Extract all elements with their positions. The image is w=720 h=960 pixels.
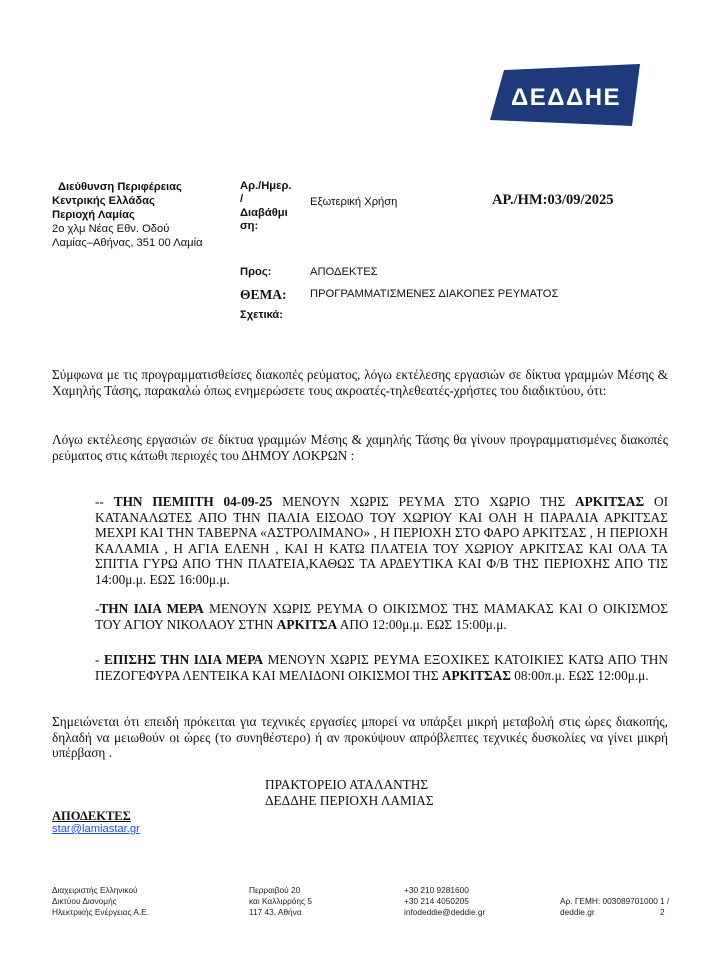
recipients-email-link[interactable]: star@lamiastar.gr bbox=[52, 823, 140, 835]
footer-company-line2: Δικτύου Διανομής bbox=[52, 896, 117, 906]
item2-prefix: - bbox=[95, 601, 100, 616]
page-number-line2: 2 bbox=[660, 907, 665, 917]
outage-item-3 bbox=[95, 652, 668, 683]
sender-block bbox=[52, 180, 237, 250]
item1-text-b: ΟΙ ΚΑΤΑΝΑΛΩΤΕΣ ΑΠΟ ΤΗΝ ΠΑΛΙΑ ΕΙΣΟΔΟ ΤΟΥ ΧΩΡΙΟΥ ΚΑΙ ΟΛΗ Η ΠΑΡΑΛΙΑ ΑΡΚΙΤΣΑΣ ΜΕΧΡΙ ΚΑΙ ΤΗΝ ΤΑΒΕΡΝΑ «ΑΣΤΡΟΛΙΜΑΝΟ» , Η ΠΕΡΙΟΧΗ ΣΤΟ ΦΑΡΟ ΑΡΚΙΤΣΑΣ , Η ΠΕΡΙΟΧΗ ΚΑΛΑΜΙΑ , Η ΑΓΙΑ ΕΛΕΝΗ , ΚΑΙ Η ΚΑΤΩ ΠΛΑΤΕΙΑ ΤΟΥ ΧΩΡΙΟΥ ΑΡΚΙΤΣΑΣ ΚΑΙ ΟΛΑ ΤΑ ΣΠΙΤΙΑ ΓΥΡΩ ΑΠΟ ΤΗΝ ΠΛΑΤΕΙΑ,ΚΑΘΩΣ ΤΑ ΑΡΔΕΥΤΙΚΑ ΚΑΙ Φ/Β ΤΗΣ ΠΕΡΙΟΧΗΣ ΑΠΟ ΤΙΣ 14:00μ.μ. ΕΩΣ 16:00μ.μ. bbox=[95, 494, 669, 587]
footer-address-line2: και Καλλιρρόης 5 bbox=[249, 896, 312, 906]
item2-text-b: ΑΠΟ 12:00μ.μ. ΕΩΣ 15:00μ.μ. bbox=[337, 616, 507, 632]
note-paragraph: Σημειώνεται ότι επειδή πρόκειται για τεχνικές εργασίες μπορεί να υπάρξει μικρή μεταβολή στις ώρες διακοπής, δηλαδή να μειωθούν οι ώρες (το συνηθέστερο) ή αν προκύψουν απρόβλεπτες τεχνικές δυσκολίες να γίνει μικρή υπέρβαση . bbox=[52, 714, 668, 760]
deddie-logo bbox=[490, 62, 640, 126]
item2-village: ΑΡΚΙΤΣΑ bbox=[276, 616, 338, 632]
item3-text-a: ΜΕΝΟΥΝ ΧΩΡΙΣ ΡΕΥΜΑ ΕΞΟΧΙΚΕΣ ΚΑΤΟΙΚΙΕΣ ΚΑΤΩ ΑΠΟ ΤΗΝ ΠΕΖΟΓΕΦΥΡΑ ΛΕΝΤΕΙΚΑ ΚΑΙ ΜΕΛΙΔΟΝΙ ΟΙΚΙΣΜΟΙ ΤΗΣ bbox=[95, 652, 668, 683]
to-value: ΑΠΟΔΕΚΤΕΣ bbox=[310, 266, 378, 278]
recipients-title: ΑΠΟΔΕΚΤΕΣ bbox=[52, 809, 131, 823]
footer-company-line3: Ηλεκτρικής Ενέργειας Α.Ε. bbox=[52, 907, 150, 917]
item1-date: ΤΗΝ ΠΕΜΠΤΗ 04-09-25 bbox=[113, 494, 273, 509]
reference-label-line1: Αρ./Ημερ. bbox=[240, 180, 292, 192]
reference-number: ΑΡ./ΗΜ:03/09/2025 bbox=[492, 192, 614, 208]
item3-text-b: 08:00π.μ. ΕΩΣ 12:00μ.μ. bbox=[510, 667, 649, 683]
footer-company bbox=[52, 885, 202, 918]
item3-village: ΑΡΚΙΤΣΑΣ bbox=[441, 667, 511, 683]
to-label: Προς: bbox=[240, 266, 272, 278]
item3-date: ΕΠΙΣΗΣ ΤΗΝ ΙΔΙΑ ΜΕΡΑ bbox=[103, 652, 264, 667]
footer-phone2: +30 214 4050205 bbox=[404, 896, 469, 906]
item3-prefix: - bbox=[95, 652, 104, 667]
signature-line1: ΠΡΑΚΤΟΡΕΙΟ ΑΤΑΛΑΝΤΗΣ bbox=[265, 777, 429, 792]
sender-line4: 2ο χλμ Νέας Εθν. Οδού bbox=[52, 223, 170, 235]
reference-label-line3: Διαβάθμι bbox=[240, 206, 288, 219]
related-label: Σχετικά: bbox=[240, 309, 284, 321]
footer-contact bbox=[404, 885, 524, 918]
footer-company-line1: Διαχειριστής Ελληνικού bbox=[52, 885, 138, 895]
logo-text: ΔΕΔΔΗΕ bbox=[510, 84, 622, 111]
page-number bbox=[660, 896, 674, 918]
subject-label: ΘΕΜΑ: bbox=[240, 287, 287, 302]
footer-phone1: +30 210 9281600 bbox=[404, 885, 469, 895]
footer-address-line3: 117 43, Αθήνα bbox=[249, 907, 302, 917]
page-number-line1: 1 / bbox=[660, 896, 670, 906]
signature-line2: ΔΕΔΔΗΕ ΠΕΡΙΟΧΗ ΛΑΜΙΑΣ bbox=[265, 792, 434, 808]
intro-paragraph: Σύμφωνα με τις προγραμματισθείσες διακοπές ρεύματος, λόγω εκτέλεσης εργασιών σε δίκτυα γραμμών Μέσης & Χαμηλής Τάσης, παρακαλώ όπως ενημερώσετε τους ακροατές-τηλεθεατές-χρήστες του διαδικτύου, ότι: bbox=[52, 367, 668, 398]
sender-line5: Λαμίας–Αθήνας, 351 00 Λαμία bbox=[52, 237, 203, 249]
item2-date: ΤΗΝ ΙΔΙΑ ΜΕΡΑ bbox=[99, 601, 204, 616]
reference-label-line2: / bbox=[240, 193, 244, 206]
sender-line2: Κεντρικής Ελλάδας bbox=[52, 195, 155, 207]
sender-line3: Περιοχή Λαμίας bbox=[52, 209, 135, 221]
areas-paragraph: Λόγω εκτέλεσης εργασιών σε δίκτυα γραμμών Μέσης & χαμηλής Τάσης θα γίνουν προγραμματισμένες διακοπές ρεύματος στις κάτωθι περιοχές του ΔΗΜΟΥ ΛΟΚΡΩΝ : bbox=[52, 432, 668, 463]
classification-value: Εξωτερική Χρήση bbox=[310, 196, 398, 208]
sender-line1: Διεύθυνση Περιφέρειας bbox=[58, 181, 182, 193]
item1-prefix: -- bbox=[95, 494, 114, 509]
footer-registry-number: Αρ. ΓΕΜΗ: 003089701000 bbox=[560, 896, 658, 906]
footer-website[interactable]: deddie.gr bbox=[560, 907, 595, 917]
signature-block bbox=[265, 777, 495, 808]
outage-item-1 bbox=[95, 494, 668, 587]
item1-village: ΑΡΚΙΤΣΑΣ bbox=[575, 494, 645, 509]
item1-text-a: ΜΕΝΟΥΝ ΧΩΡΙΣ ΡΕΥΜΑ ΣΤΟ ΧΩΡΙΟ ΤΗΣ bbox=[272, 494, 576, 509]
outage-item-2 bbox=[95, 601, 668, 632]
subject-value: ΠΡΟΓΡΑΜΜΑΤΙΣΜΕΝΕΣ ΔΙΑΚΟΠΕΣ ΡΕΥΜΑΤΟΣ bbox=[310, 288, 559, 300]
footer-address bbox=[249, 885, 369, 918]
footer-email[interactable]: infodeddie@deddie.gr bbox=[404, 907, 486, 917]
footer-address-line1: Περραιβού 20 bbox=[249, 885, 301, 895]
item2-text-a: ΜΕΝΟΥΝ ΧΩΡΙΣ ΡΕΥΜΑ Ο ΟΙΚΙΣΜΟΣ ΤΗΣ ΜΑΜΑΚΑΣ ΚΑΙ Ο ΟΙΚΙΣΜΟΣ ΤΟΥ ΑΓΙΟΥ ΝΙΚΟΛΑΟΥ ΣΤΗΝ bbox=[95, 601, 668, 632]
reference-label bbox=[240, 180, 302, 234]
footer-registry bbox=[560, 896, 660, 918]
reference-label-line4: ση: bbox=[240, 220, 259, 233]
logo-graphic bbox=[490, 62, 640, 126]
